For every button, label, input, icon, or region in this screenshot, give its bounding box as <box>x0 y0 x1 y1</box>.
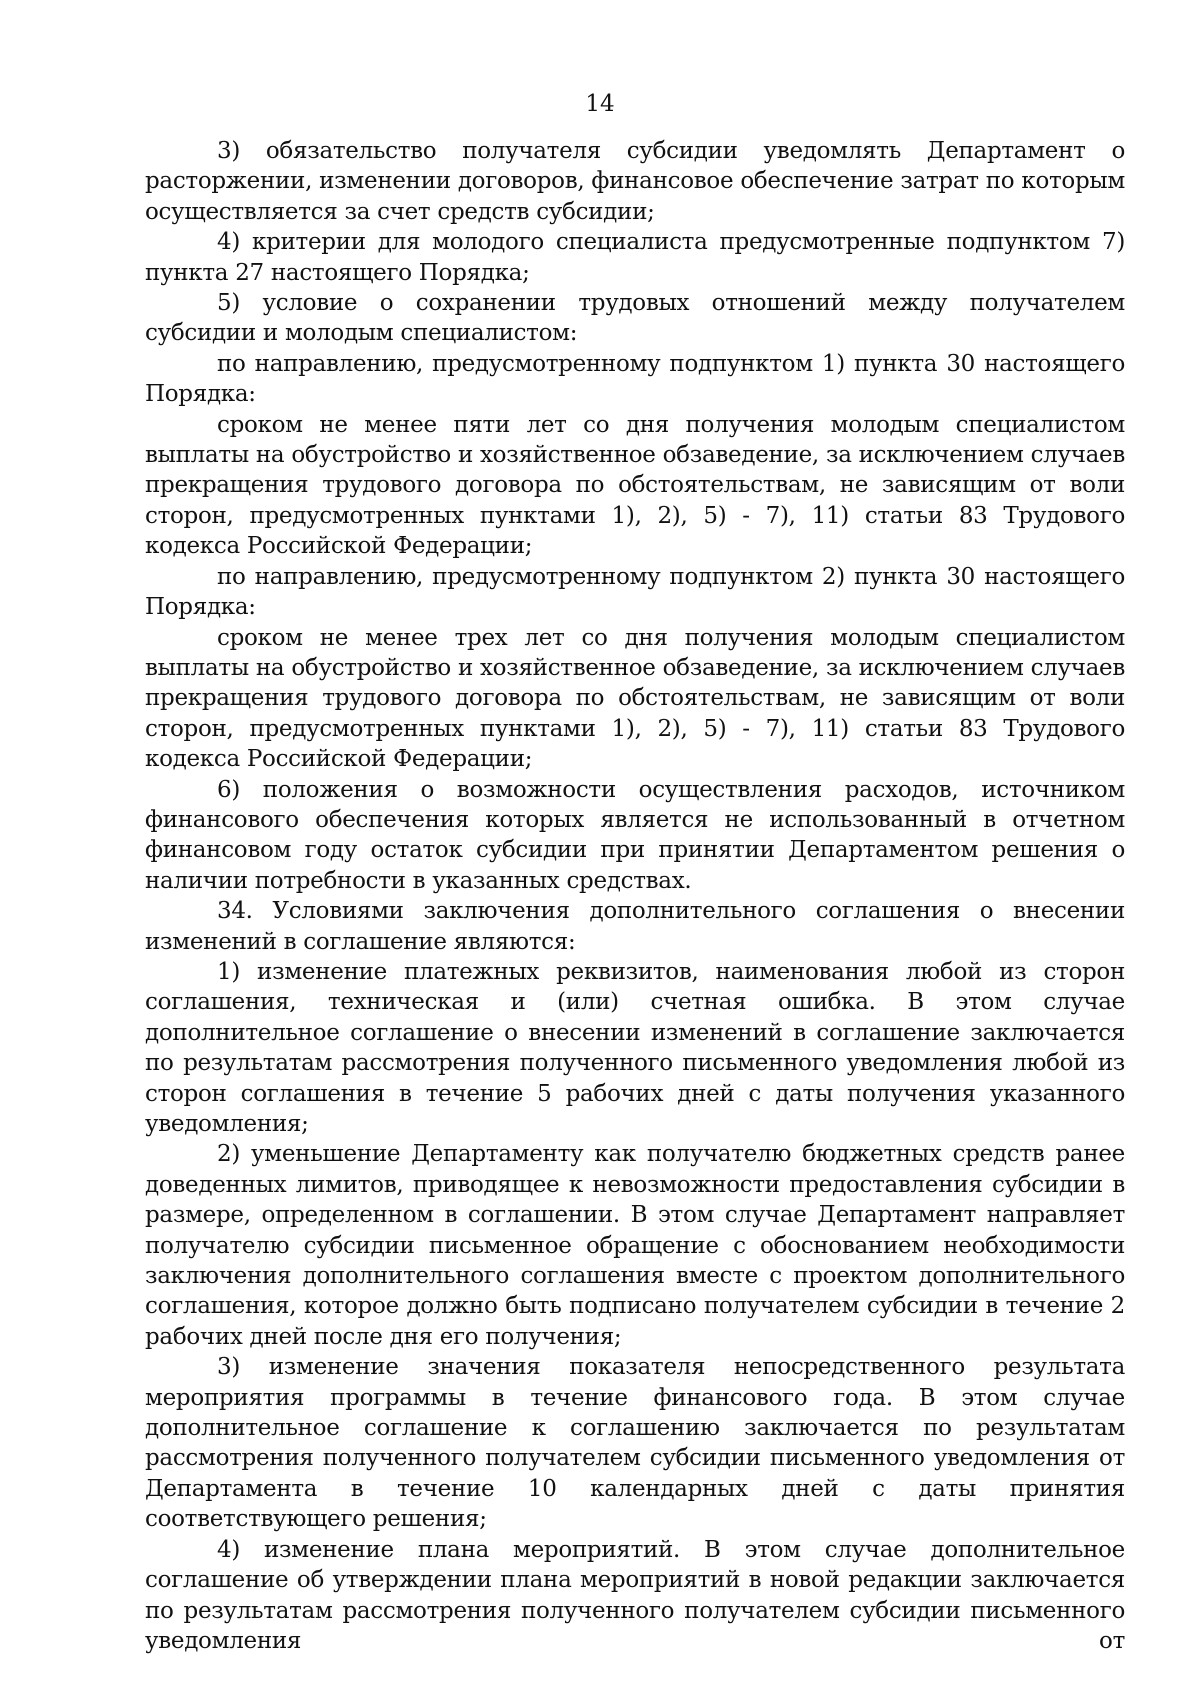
document-body <box>145 136 1125 1656</box>
paragraph-direction-2: по направлению, предусмотренному подпунктом 2) пункта 30 настоящего Порядка: <box>145 563 1125 621</box>
paragraph-clause-34-item-1: 1) изменение платежных реквизитов, наименования любой из сторон соглашения, техническая и (или) счетная ошибка. В этом случае дополнительное соглашение о внесении изменений в соглашение заключается по результатам рассмотрения полученного письменного уведомления любой из сторон соглашения в течение 5 рабочих дней с даты получения указанного уведомления; <box>145 958 1125 1137</box>
paragraph-item-5-employment-condition: 5) условие о сохранении трудовых отношений между получателем субсидии и молодым специалистом: <box>145 290 1125 347</box>
paragraph-clause-34-item-2: 2) уменьшение Департаменту как получателю бюджетных средств ранее доведенных лимитов, приводящее к невозможности предоставления субсидии в размере, определенном в соглашении. В этом случае Департамент направляет получателю субсидии письменное обращение с обоснованием необходимости заключения дополнительного соглашения вместе с проектом дополнительного соглашения, которое должно быть подписано получателем субсидии в течение 2 рабочих дней после дня его получения; <box>145 1141 1125 1350</box>
paragraph-direction-1: по направлению, предусмотренному подпунктом 1) пункта 30 настоящего Порядка: <box>145 350 1125 408</box>
page-number: 14 <box>585 91 615 117</box>
paragraph-item-6-unused-balance: 6) положения о возможности осуществления расходов, источником финансового обеспечения которых является не использованный в отчетном финансовом году остаток субсидии при принятии Департаментом решения о наличии потребности в указанных средствах. <box>145 776 1125 894</box>
paragraph-item-3-obligation: 3) обязательство получателя субсидии уведомлять Департамент о расторжении, изменении договоров, финансовое обеспечение затрат по которым осуществляется за счет средств субсидии; <box>145 138 1125 225</box>
paragraph-term-five-years: сроком не менее пяти лет со дня получения молодым специалистом выплаты на обустройство и хозяйственное обзаведение, за исключением случаев прекращения трудового договора по обстоятельствам, не зависящим от воли сторон, предусмотренных пунктами 1), 2), 5) - 7), 11) статьи 83 Трудового кодекса Российской Федерации; <box>145 411 1125 560</box>
paragraph-item-4-criteria: 4) критерии для молодого специалиста предусмотренные подпунктом 7) пункта 27 настоящего Порядка; <box>145 229 1125 286</box>
paragraph-clause-34-item-4: 4) изменение плана мероприятий. В этом случае дополнительное соглашение об утверждении плана мероприятий в новой редакции заключается по результатам рассмотрения полученного получателем субсидии письменного уведомления от <box>145 1536 1125 1654</box>
paragraph-clause-34-item-3: 3) изменение значения показателя непосредственного результата мероприятия программы в течение финансового года. В этом случае дополнительное соглашение к соглашению заключается по результатам рассмотрения полученного получателем субсидии письменного уведомления от Департамента в течение 10 календарных дней с даты принятия соответствующего решения; <box>145 1354 1125 1533</box>
paragraph-clause-34: 34. Условиями заключения дополнительного соглашения о внесении изменений в соглашение являются: <box>145 898 1125 955</box>
paragraph-term-three-years: сроком не менее трех лет со дня получения молодым специалистом выплаты на обустройство и хозяйственное обзаведение, за исключением случаев прекращения трудового договора по обстоятельствам, не зависящим от воли сторон, предусмотренных пунктами 1), 2), 5) - 7), 11) статьи 83 Трудового кодекса Российской Федерации; <box>145 624 1125 773</box>
